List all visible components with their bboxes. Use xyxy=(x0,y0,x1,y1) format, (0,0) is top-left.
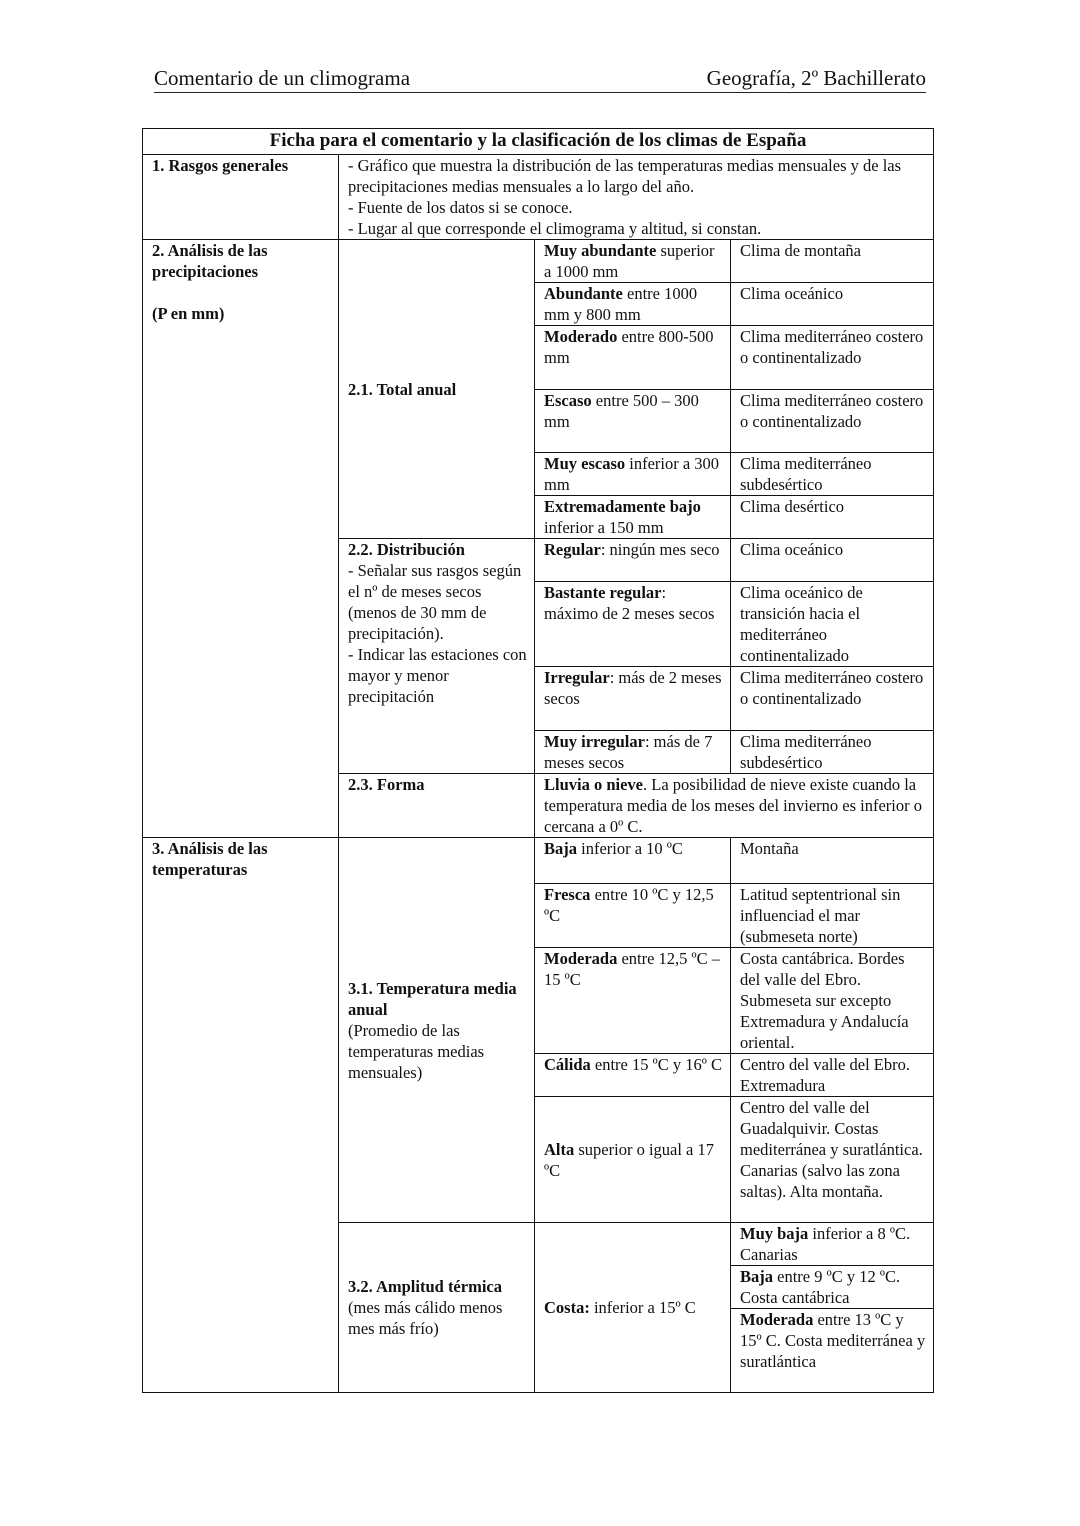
category-cell: Moderado entre 800-500 mm xyxy=(535,326,731,390)
category-cell: Muy escaso inferior a 300 mm xyxy=(535,453,731,496)
amplitude-category: Muy baja inferior a 8 ºC. Canarias xyxy=(731,1223,934,1266)
category-cell: Baja inferior a 10 ºC xyxy=(535,838,731,884)
mean-temp-cell xyxy=(339,838,535,1223)
climate-cell: Latitud septentrional sin influenciad el mar (submeseta norte) xyxy=(731,884,934,948)
amplitude-category: Baja entre 9 ºC y 12 ºC. Costa cantábrica xyxy=(731,1266,934,1309)
category-cell: Muy irregular: más de 7 meses secos xyxy=(535,731,731,774)
category-cell: Regular: ningún mes seco xyxy=(535,539,731,582)
coast-cell: Costa: inferior a 15º C xyxy=(535,1223,731,1393)
table-title: Ficha para el comentario y la clasificación de los climas de España xyxy=(143,129,934,155)
subsection-label: 3.1. Temperatura media anual xyxy=(348,978,517,1019)
precip-section-label xyxy=(143,240,339,838)
category-cell: Escaso entre 500 – 300 mm xyxy=(535,390,731,453)
climate-cell: Clima mediterráneo subdesértico xyxy=(731,731,934,774)
category-cell: Abundante entre 1000 mm y 800 mm xyxy=(535,283,731,326)
climate-cell: Clima mediterráneo subdesértico xyxy=(731,453,934,496)
subsection-label: 3.2. Amplitud térmica xyxy=(348,1277,502,1296)
section-label: 2. Análisis de las precipitaciones xyxy=(152,241,268,281)
climate-cell: Clima mediterráneo costero o continentalizado xyxy=(731,667,934,731)
distribution-cell xyxy=(339,539,535,774)
amplitude-category: Moderada entre 13 ºC y 15º C. Costa mediterránea y suratlántica xyxy=(731,1309,934,1393)
subsection-label: 2.2. Distribución xyxy=(348,540,465,559)
section-label: 1. Rasgos generales xyxy=(143,155,339,240)
category-cell: Moderada entre 12,5 ºC – 15 ºC xyxy=(535,948,731,1054)
feature-line: - Lugar al que corresponde el climograma y altitud, si constan. xyxy=(348,219,762,238)
climate-cell: Clima oceánico de transición hacia el mediterráneo continentalizado xyxy=(731,582,934,667)
form-description: Lluvia o nieve. La posibilidad de nieve existe cuando la temperatura media de los meses del invierno es inferior o cercana a 0º C. xyxy=(535,774,934,838)
header-title: Comentario de un climograma xyxy=(154,66,411,90)
general-features xyxy=(339,155,934,240)
instruction-line: - Indicar las estaciones con mayor y menor precipitación xyxy=(348,645,527,706)
climate-cell: Centro del valle del Ebro. Extremadura xyxy=(731,1054,934,1097)
climate-cell: Clima mediterráneo costero o continentalizado xyxy=(731,390,934,453)
unit-label: (P en mm) xyxy=(152,304,225,323)
climate-cell: Clima desértico xyxy=(731,496,934,539)
page-header xyxy=(154,64,926,93)
climate-cell: Clima oceánico xyxy=(731,539,934,582)
category-cell: Muy abundante superior a 1000 mm xyxy=(535,240,731,283)
feature-line: - Gráfico que muestra la distribución de las temperaturas medias mensuales y de las precipitaciones medias mensuales a lo largo del año. xyxy=(348,156,902,196)
climate-cell: Clima de montaña xyxy=(731,240,934,283)
feature-line: - Fuente de los datos si se conoce. xyxy=(348,198,573,217)
category-cell: Cálida entre 15 ºC y 16º C xyxy=(535,1054,731,1097)
climate-cell: Clima oceánico xyxy=(731,283,934,326)
section-label: 3. Análisis de las temperaturas xyxy=(143,838,339,1393)
climate-cell: Costa cantábrica. Bordes del valle del Ebro. Submeseta sur excepto Extremadura y Andalucía oriental. xyxy=(731,948,934,1054)
category-cell: Alta superior o igual a 17 ºC xyxy=(535,1097,731,1223)
climate-cell: Clima mediterráneo costero o continentalizado xyxy=(731,326,934,390)
category-cell: Irregular: más de 2 meses secos xyxy=(535,667,731,731)
instruction-line: - Señalar sus rasgos según el nº de meses secos (menos de 30 mm de precipitación). xyxy=(348,561,522,643)
category-cell: Fresca entre 10 ºC y 12,5 ºC xyxy=(535,884,731,948)
amplitude-cell xyxy=(339,1223,535,1393)
subsection-label: 2.1. Total anual xyxy=(339,240,535,539)
subsection-label: 2.3. Forma xyxy=(339,774,535,838)
subsection-desc: (mes más cálido menos mes más frío) xyxy=(348,1298,503,1338)
climate-cell: Centro del valle del Guadalquivir. Costas mediterránea y suratlántica. Canarias (salvo las zona saltas). Alta montaña. xyxy=(731,1097,934,1223)
category-cell: Extremadamente bajo inferior a 150 mm xyxy=(535,496,731,539)
climate-classification-table xyxy=(142,128,934,1393)
subsection-desc: (Promedio de las temperaturas medias mensuales) xyxy=(348,1020,485,1082)
header-course: Geografía, 2º Bachillerato xyxy=(706,66,926,90)
category-cell: Bastante regular: máximo de 2 meses secos xyxy=(535,582,731,667)
climate-cell: Montaña xyxy=(731,838,934,884)
